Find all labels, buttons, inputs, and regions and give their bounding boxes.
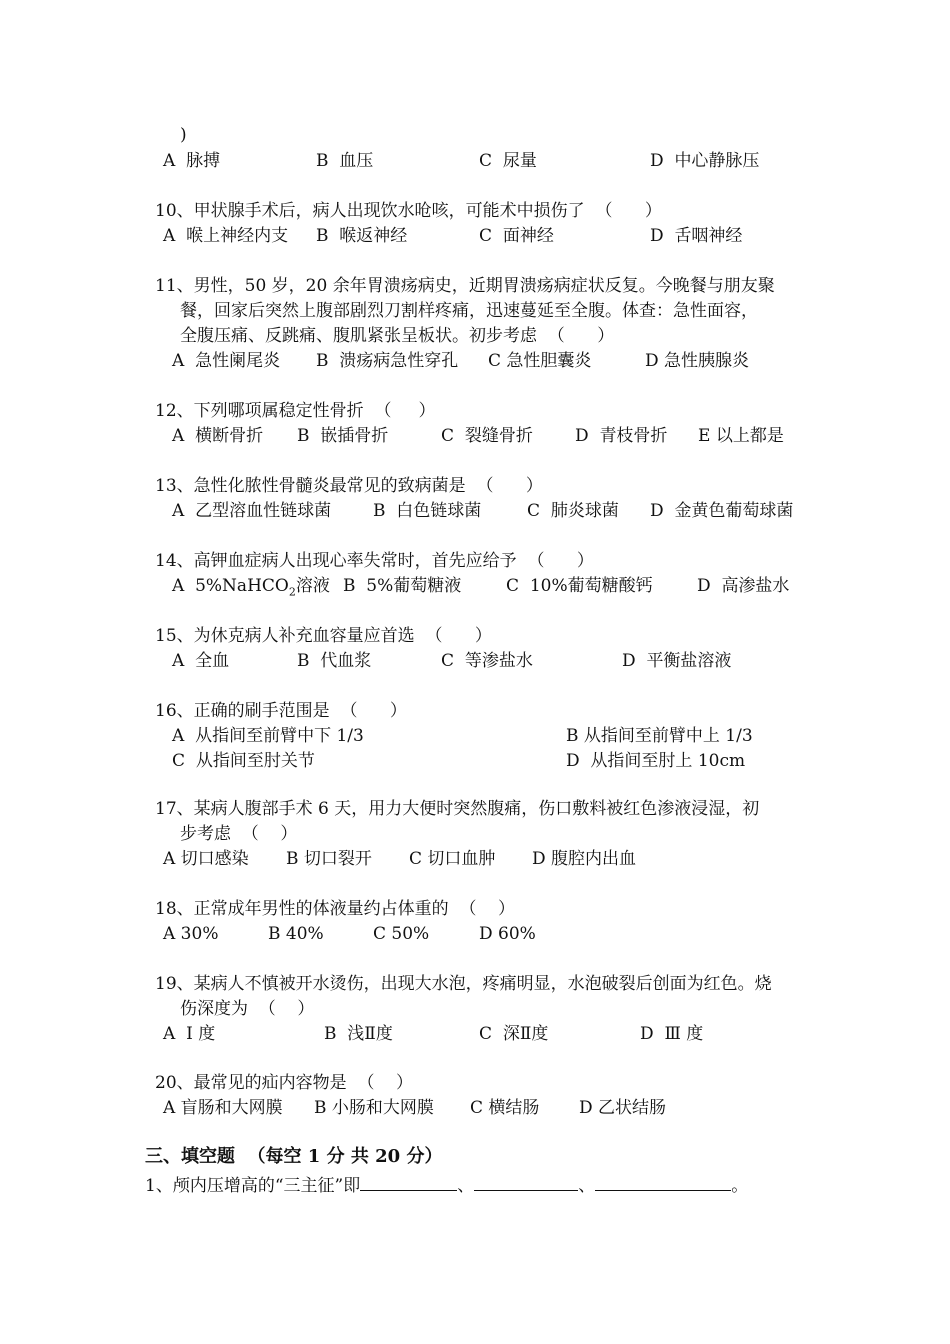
q19-option-b: B 浅Ⅱ度: [324, 1024, 393, 1044]
q18-option-b: B 40%: [268, 924, 324, 944]
q17-stem-line2: 步考虑 （ ）: [180, 824, 298, 844]
q20-stem: 20、最常见的疝内容物是 （ ）: [155, 1073, 414, 1093]
q15-stem: 15、为休克病人补充血容量应首选 （ ）: [155, 626, 492, 646]
q11-stem-line3: 全腹压痛、反跳痛、腹肌紧张呈板状。初步考虑 （ ）: [180, 326, 615, 346]
q11-option-b: B 溃疡病急性穿孔: [316, 351, 459, 371]
q9-option-a: A 脉搏: [163, 151, 221, 171]
q9-stem-tail: ): [180, 125, 187, 145]
q12-option-d: D 青枝骨折: [575, 426, 668, 446]
q16-option-d: D 从指间至肘上 10cm: [566, 751, 746, 771]
q12-option-e: E 以上都是: [698, 426, 784, 446]
q14-option-a: [172, 575, 330, 603]
q11-option-d: D 急性胰腺炎: [645, 351, 750, 371]
q15-option-c: C 等渗盐水: [441, 651, 533, 671]
q12-option-a: A 横断骨折: [172, 426, 264, 446]
q19-option-d: D Ⅲ 度: [640, 1024, 704, 1044]
q18-option-d: D 60%: [479, 924, 536, 944]
q10-option-b: B 喉返神经: [316, 226, 408, 246]
q18-option-a: A 30%: [163, 924, 219, 944]
q13-stem: 13、急性化脓性骨髓炎最常见的致病菌是 （ ）: [155, 476, 543, 496]
q10-option-d: D 舌咽神经: [650, 226, 743, 246]
q13-option-b: B 白色链球菌: [373, 501, 482, 521]
section3-q1-prefix: 1、颅内压增高的“三主征”即: [145, 1176, 361, 1196]
q16-option-a: A 从指间至前臂中下 1/3: [172, 726, 364, 746]
q19-option-a: A Ⅰ 度: [163, 1024, 216, 1044]
q17-stem-line1: 17、某病人腹部手术 6 天，用力大便时突然腹痛，伤口敷料被红色渗液浸湿，初: [155, 799, 760, 819]
section3-q1-sep1: 、: [457, 1176, 475, 1196]
q17-option-c: C 切口血肿: [409, 849, 496, 869]
q10-option-c: C 面神经: [479, 226, 554, 246]
q14-stem: 14、高钾血症病人出现心率失常时，首先应给予 （ ）: [155, 551, 594, 571]
q19-stem-line1: 19、某病人不慎被开水烫伤，出现大水泡，疼痛明显，水泡破裂后创面为红色。烧: [155, 974, 772, 994]
q11-stem-line2: 餐，回家后突然上腹部剧烈刀割样疼痛，迅速蔓延至全腹。体查：急性面容，: [180, 301, 758, 321]
q16-stem: 16、正确的刷手范围是 （ ）: [155, 701, 407, 721]
q20-option-a: A 盲肠和大网膜: [163, 1098, 283, 1118]
q14-option-a-suffix: 溶液: [295, 576, 330, 596]
q19-option-c: C 深Ⅱ度: [479, 1024, 549, 1044]
q15-option-d: D 平衡盐溶液: [622, 651, 732, 671]
q15-option-b: B 代血浆: [297, 651, 372, 671]
q16-option-c: C 从指间至肘关节: [172, 751, 315, 771]
q19-stem-line2: 伤深度为 （ ）: [180, 999, 315, 1019]
q11-stem-line1: 11、男性，50 岁，20 余年胃溃疡病史，近期胃溃疡病症状反复。今晚餐与朋友聚: [155, 276, 775, 296]
section3-q1: [145, 1172, 748, 1197]
q14-option-a-prefix: A 5%NaHCO: [172, 576, 289, 596]
answer-blank-1[interactable]: [360, 1172, 457, 1191]
q11-option-c: C 急性胆囊炎: [488, 351, 592, 371]
q14-option-c: C 10%葡萄糖酸钙: [506, 576, 653, 596]
q17-option-d: D 腹腔内出血: [532, 849, 637, 869]
q10-stem: 10、甲状腺手术后，病人出现饮水呛咳，可能术中损伤了 （ ）: [155, 201, 662, 221]
answer-blank-3[interactable]: [595, 1172, 731, 1191]
q10-option-a: A 喉上神经内支: [163, 226, 289, 246]
q9-option-d: D 中心静脉压: [650, 151, 760, 171]
q20-option-b: B 小肠和大网膜: [314, 1098, 434, 1118]
q20-option-d: D 乙状结肠: [579, 1098, 667, 1118]
q18-option-c: C 50%: [373, 924, 430, 944]
section3-q1-end: 。: [731, 1176, 749, 1196]
q9-option-c: C 尿量: [479, 151, 537, 171]
q13-option-d: D 金黄色葡萄球菌: [650, 501, 794, 521]
q12-stem: 12、下列哪项属稳定性骨折 （ ）: [155, 401, 436, 421]
q20-option-c: C 横结肠: [470, 1098, 540, 1118]
q12-option-c: C 裂缝骨折: [441, 426, 533, 446]
q13-option-a: A 乙型溶血性链球菌: [172, 501, 332, 521]
q13-option-c: C 肺炎球菌: [527, 501, 619, 521]
q15-option-a: A 全血: [172, 651, 230, 671]
q11-option-a: A 急性阑尾炎: [172, 351, 281, 371]
q12-option-b: B 嵌插骨折: [297, 426, 389, 446]
q9-option-b: B 血压: [316, 151, 374, 171]
q14-option-d: D 高渗盐水: [697, 576, 790, 596]
section3-heading: 三、填空题 （每空 1 分 共 20 分）: [145, 1146, 443, 1167]
q16-option-b: B 从指间至前臂中上 1/3: [566, 726, 753, 746]
q17-option-b: B 切口裂开: [286, 849, 372, 869]
q18-stem: 18、正常成年男性的体液量约占体重的 （ ）: [155, 899, 516, 919]
q14-option-a-subscript: 2: [288, 585, 296, 599]
q14-option-b: B 5%葡萄糖液: [343, 576, 462, 596]
q17-option-a: A 切口感染: [163, 849, 249, 869]
section3-q1-sep2: 、: [578, 1176, 596, 1196]
answer-blank-2[interactable]: [474, 1172, 578, 1191]
